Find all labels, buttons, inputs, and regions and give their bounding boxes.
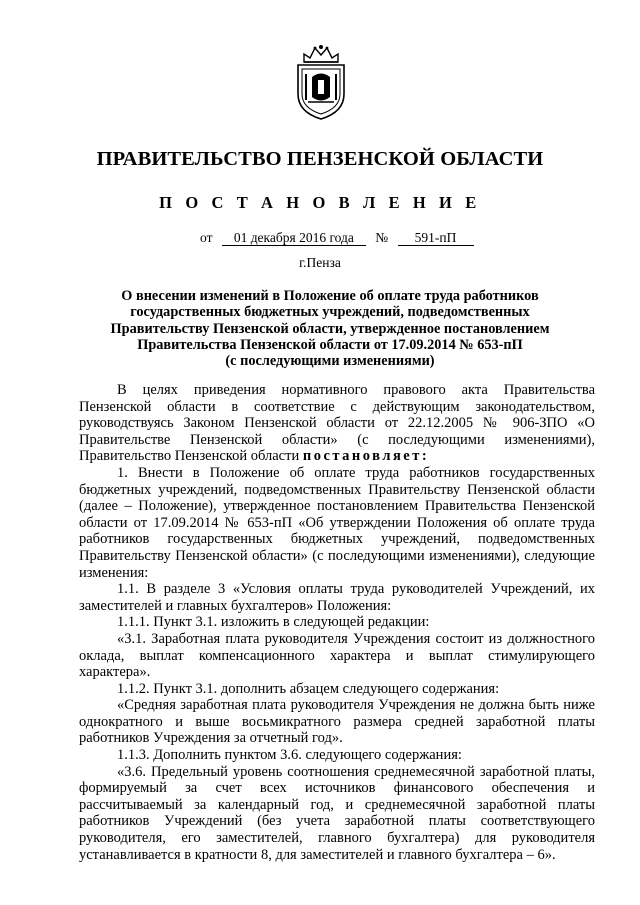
resolves-word: постановляет: (302, 448, 430, 465)
document-date: 01 декабря 2016 года (222, 230, 366, 246)
city: г.Пенза (299, 255, 341, 270)
paragraph: 1.1. В разделе 3 «Условия оплаты труда руководителей Учреждений, их заместителей и главных бухгалтеров» Положения: (79, 581, 595, 614)
paragraph: 1. Внести в Положение об оплате труда работников государственных бюджетных учреждений, подведомственных Правительству Пензенской области (далее – Положение), утвержденное постановлением Правительства Пензенской области от 17.09.2014 № 653-пП «Об утверждении Положения об оплате труда работников государственных бюджетных учреждений, подведомственных Правительству Пензенской области» (с последующими изменениями), следующие изменения: (79, 464, 595, 581)
subject-line: государственных бюджетных учреждений, подведомственных (130, 304, 530, 321)
subject-line: О внесении изменений в Положение об оплате труда работников (121, 288, 539, 304)
paragraph: 1.1.1. Пункт 3.1. изложить в следующей редакции: (117, 614, 430, 631)
paragraph: 1.1.2. Пункт 3.1. дополнить абзацем следующего содержания: (117, 680, 500, 697)
date-number-line (200, 230, 474, 246)
subject-line: Правительству Пензенской области, утвержденное постановлением (110, 320, 550, 337)
coat-of-arms-icon (290, 42, 352, 122)
number-prefix: № (375, 230, 389, 245)
subject-line: (с последующими изменениями) (225, 353, 435, 370)
subject-line: Правительства Пензенской области от 17.09.2014 № 653-пП (137, 336, 523, 353)
paragraph: «3.1. Заработная плата руководителя Учреждения состоит из должностного оклада, выплат компенсационного характера и выплат стимулирующего характера». (79, 630, 595, 681)
document-number: 591-пП (398, 230, 474, 246)
paragraph: 1.1.3. Дополнить пунктом 3.6. следующего содержания: (117, 747, 462, 764)
document-subject (100, 288, 560, 369)
paragraph: «Средняя заработная плата руководителя Учреждения не должна быть ниже однократного и выше восьмикратного размера средней заработной платы работников Учреждения за отчетный год». (79, 697, 595, 747)
intro-text: В целях приведения нормативного правового акта Правительства Пензенской области в соответствие с действующим законодательством, руководствуясь Законом Пензенской области от 22.12.2005 № 906-ЗПО «О Правительстве Пензенской области» (с последующими изменениями), Правительство Пензенской области (79, 382, 595, 465)
document-body (79, 382, 595, 863)
paragraph: «3.6. Предельный уровень соотношения среднемесячной заработной платы, формируемый за счет всех источников финансового обеспечения и рассчитываемый за календарный год, и среднемесячной заработной платы работников Учреждений (без учета заработной платы соответствующего руководителя, его заместителей, главного бухгалтера) для руководителя устанавливается в кратности 8, для заместителей и главного бухгалтера – 6». (79, 763, 595, 863)
government-title: ПРАВИТЕЛЬСТВО ПЕНЗЕНСКОЙ ОБЛАСТИ (96, 148, 544, 170)
document-type: П О С Т А Н О В Л Е Н И Е (159, 193, 481, 212)
date-prefix: от (200, 230, 213, 245)
intro-paragraph (79, 382, 595, 465)
